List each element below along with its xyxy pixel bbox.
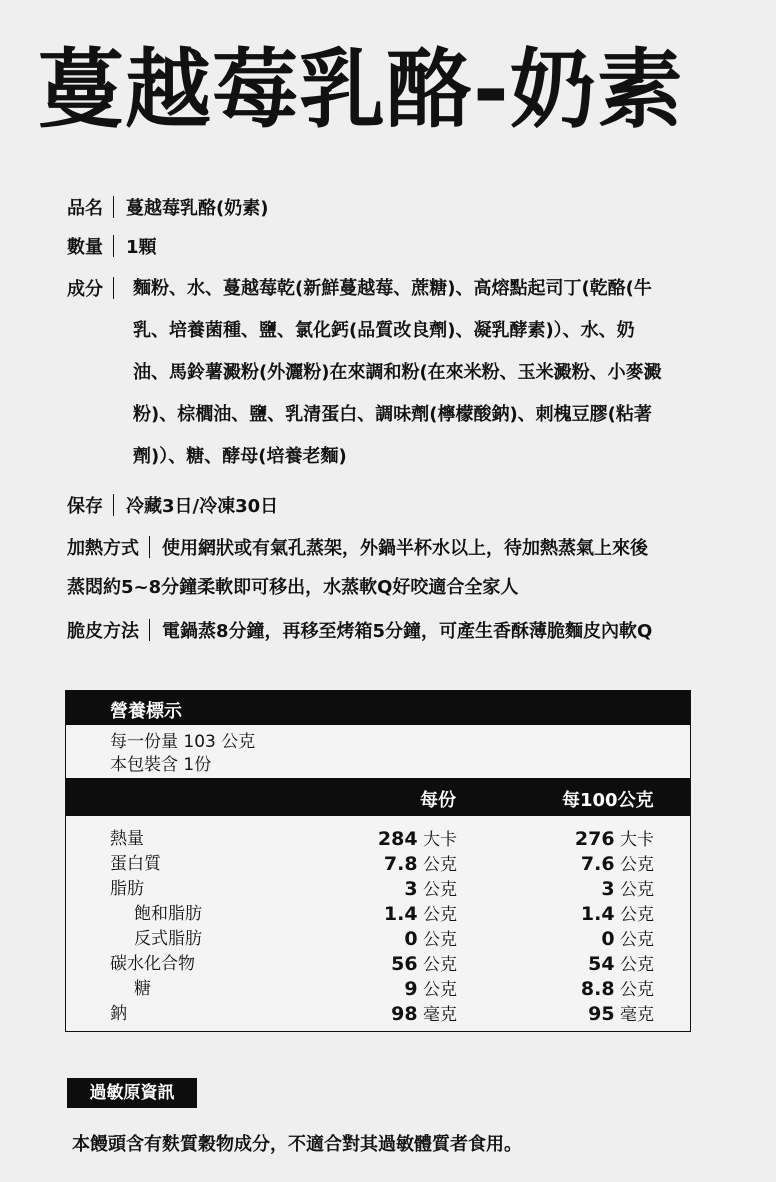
divider <box>113 494 114 516</box>
col-per-100g: 每100公克 <box>562 790 654 811</box>
per-100g-value: 3 公克 <box>601 878 654 900</box>
ingredients-label: 成分 <box>67 279 103 300</box>
storage-label: 保存 <box>67 496 103 517</box>
per-100g-value: 95 毫克 <box>588 1003 654 1025</box>
nutrition-row <box>66 877 690 902</box>
heating-value-continued: 蒸悶約5~8分鐘柔軟即可移出，水蒸軟Q好咬適合全家人 <box>67 577 519 598</box>
nutrient-name: 碳水化合物 <box>110 954 195 974</box>
crispy-label: 脆皮方法 <box>67 621 139 642</box>
crispy-value: 電鍋蒸8分鐘，再移至烤箱5分鐘，可產生香酥薄脆麵皮內軟Q <box>162 621 653 642</box>
ingredients-line: 油、馬鈴薯澱粉(外灑粉)在來調和粉(在來米粉、玉米澱粉、小麥澱 <box>133 362 662 383</box>
per-100g-value: 1.4 公克 <box>580 903 654 925</box>
serving-size: 每一份量 103 公克 <box>110 732 256 752</box>
info-crispy-row <box>67 619 652 644</box>
nutrition-row <box>66 952 690 977</box>
ingredients-text <box>133 268 745 478</box>
page-title: 蔓越莓乳酪-奶素 <box>38 40 684 140</box>
info-storage-row <box>67 494 278 519</box>
allergen-tag: 過敏原資訊 <box>67 1078 197 1108</box>
nutrition-column-header <box>66 778 690 816</box>
per-serving-value: 9 公克 <box>404 978 457 1000</box>
per-serving-value: 98 毫克 <box>391 1003 457 1025</box>
nutrient-name: 蛋白質 <box>110 854 161 874</box>
info-ingredients-row <box>67 277 126 302</box>
col-per-serving: 每份 <box>420 790 456 811</box>
heating-value: 使用網狀或有氣孔蒸架，外鍋半杯水以上，待加熱蒸氣上來後 <box>162 538 648 559</box>
per-serving-value: 284 大卡 <box>377 828 457 850</box>
divider <box>149 536 150 558</box>
per-serving-value: 56 公克 <box>391 953 457 975</box>
nutrition-header <box>66 691 690 725</box>
per-serving-value: 7.8 公克 <box>383 853 457 875</box>
per-serving-value: 1.4 公克 <box>383 903 457 925</box>
nutrition-table <box>65 690 691 1032</box>
nutrient-name: 鈉 <box>110 1004 127 1024</box>
per-100g-value: 54 公克 <box>588 953 654 975</box>
nutrition-header-label: 營養標示 <box>110 701 182 722</box>
servings-per-package: 本包裝含 1份 <box>110 755 212 775</box>
nutrition-row <box>66 927 690 952</box>
per-100g-value: 7.6 公克 <box>580 853 654 875</box>
ingredients-line: 粉)、棕櫚油、鹽、乳清蛋白、調味劑(檸檬酸鈉)、刺槐豆膠(粘著 <box>133 404 652 425</box>
nutrient-name: 脂肪 <box>110 879 144 899</box>
info-heating-row <box>67 536 648 561</box>
nutrient-name: 反式脂肪 <box>134 929 202 949</box>
qty-value: 1顆 <box>126 237 157 258</box>
ingredients-line: 劑)）、糖、酵母(培養老麵) <box>133 446 347 467</box>
info-name-row <box>67 196 268 221</box>
info-qty-row <box>67 235 157 260</box>
nutrition-row <box>66 902 690 927</box>
divider <box>113 196 114 218</box>
nutrient-name: 熱量 <box>110 829 144 849</box>
nutrient-name: 糖 <box>134 979 151 999</box>
nutrition-row <box>66 1002 690 1027</box>
nutrition-row <box>66 977 690 1002</box>
divider <box>113 235 114 257</box>
divider <box>113 277 114 299</box>
divider <box>149 619 150 641</box>
storage-value: 冷藏3日/冷凍30日 <box>126 496 279 517</box>
per-serving-value: 3 公克 <box>404 878 457 900</box>
name-label: 品名 <box>67 198 103 219</box>
per-serving-value: 0 公克 <box>404 928 457 950</box>
allergen-text: 本饅頭含有麩質穀物成分，不適合對其過敏體質者食用。 <box>72 1134 522 1155</box>
qty-label: 數量 <box>67 237 103 258</box>
heating-label: 加熱方式 <box>67 538 139 559</box>
per-100g-value: 0 公克 <box>601 928 654 950</box>
ingredients-line: 乳、培養菌種、鹽、氯化鈣(品質改良劑)、凝乳酵素)）、水、奶 <box>133 320 635 341</box>
ingredients-line: 麵粉、水、蔓越莓乾(新鮮蔓越莓、蔗糖)、高熔點起司丁(乾酪(牛 <box>133 278 652 299</box>
nutrition-row <box>66 852 690 877</box>
name-value: 蔓越莓乳酪(奶素) <box>126 198 269 219</box>
per-100g-value: 8.8 公克 <box>580 978 654 1000</box>
per-100g-value: 276 大卡 <box>574 828 654 850</box>
nutrient-name: 飽和脂肪 <box>134 904 202 924</box>
nutrition-row <box>66 827 690 852</box>
